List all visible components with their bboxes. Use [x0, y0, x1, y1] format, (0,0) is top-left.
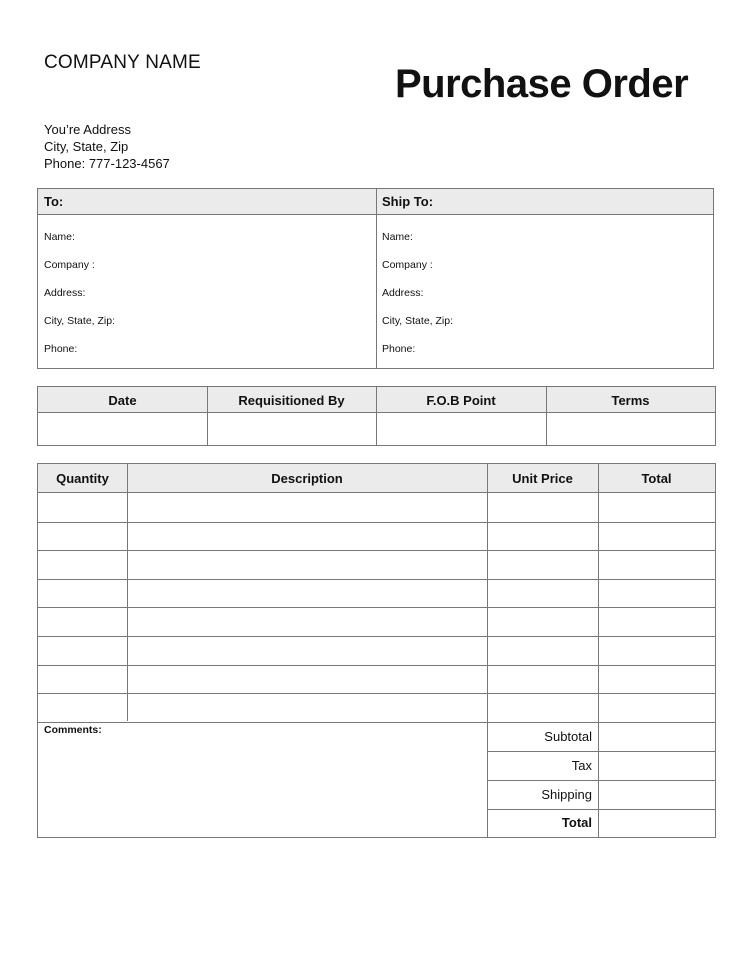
ship-city-state-zip-field[interactable]: City, State, Zip: — [382, 315, 453, 327]
table-cell[interactable] — [598, 636, 715, 665]
to-phone-field[interactable]: Phone: — [44, 343, 78, 355]
table-cell[interactable] — [127, 522, 487, 551]
table-cell[interactable] — [127, 579, 487, 608]
city-state-zip-line: City, State, Zip — [44, 139, 129, 154]
total-label-cell — [487, 809, 598, 837]
total-header: Total — [641, 471, 672, 486]
table-cell[interactable] — [598, 693, 715, 722]
table-cell[interactable] — [598, 493, 715, 522]
subtotal-label: Subtotal — [544, 729, 592, 744]
to-company-field[interactable]: Company : — [44, 259, 95, 271]
table-cell[interactable] — [487, 665, 598, 694]
ship-phone-field[interactable]: Phone: — [382, 343, 416, 355]
to-city-state-zip-field[interactable]: City, State, Zip: — [44, 315, 115, 327]
ship-name-field[interactable]: Name: — [382, 231, 413, 243]
ship-address-field[interactable]: Address: — [382, 287, 424, 299]
comments-label: Comments: — [44, 724, 102, 736]
grand-total-label: Total — [561, 815, 592, 830]
address-box — [37, 188, 714, 369]
description-header: Description — [271, 471, 343, 486]
date-header: Date — [108, 392, 137, 408]
tax-value[interactable] — [598, 751, 715, 780]
table-cell[interactable] — [487, 493, 598, 522]
table-cell[interactable] — [598, 522, 715, 551]
table-cell[interactable] — [598, 550, 715, 579]
requisitioned-by-cell[interactable] — [207, 414, 376, 445]
row-divider — [38, 722, 715, 723]
table-cell[interactable] — [127, 693, 487, 722]
table-cell[interactable] — [487, 607, 598, 636]
table-cell[interactable] — [487, 579, 598, 608]
unit-price-header: Unit Price — [512, 471, 573, 486]
grand-total-value[interactable] — [598, 809, 715, 837]
shipping-label: Shipping — [541, 787, 592, 802]
subtotal-label-cell — [487, 722, 598, 751]
ship-company-field[interactable]: Company : — [382, 259, 433, 271]
subtotal-value[interactable] — [598, 722, 715, 751]
company-name: COMPANY NAME — [44, 52, 201, 73]
order-info-table — [37, 386, 716, 446]
table-cell[interactable] — [127, 550, 487, 579]
table-cell[interactable] — [127, 493, 487, 522]
table-cell[interactable] — [598, 579, 715, 608]
table-cell[interactable] — [487, 693, 598, 722]
items-table — [37, 463, 716, 838]
table-cell[interactable] — [38, 493, 127, 522]
to-name-field[interactable]: Name: — [44, 231, 75, 243]
tax-label-cell — [487, 751, 598, 780]
requisitioned-by-header: Requisitioned By — [238, 392, 345, 408]
table-cell[interactable] — [598, 665, 715, 694]
tax-label: Tax — [571, 758, 592, 773]
to-address-field[interactable]: Address: — [44, 287, 86, 299]
table-cell[interactable] — [127, 607, 487, 636]
table-cell[interactable] — [38, 607, 127, 636]
document-title: Purchase Order — [395, 62, 689, 106]
table-cell[interactable] — [38, 693, 127, 722]
comments-area[interactable] — [38, 722, 487, 837]
ship-to-label: Ship To: — [382, 194, 434, 209]
address-line: You’re Address — [44, 122, 131, 137]
terms-header: Terms — [611, 392, 650, 408]
table-cell[interactable] — [127, 636, 487, 665]
table-cell[interactable] — [487, 636, 598, 665]
to-label: To: — [44, 194, 64, 209]
terms-cell[interactable] — [546, 414, 715, 445]
fob-point-header: F.O.B Point — [426, 392, 496, 408]
quantity-header: Quantity — [56, 471, 109, 486]
table-cell[interactable] — [38, 550, 127, 579]
shipping-label-cell — [487, 780, 598, 809]
date-cell[interactable] — [38, 414, 207, 445]
fob-point-cell[interactable] — [376, 414, 546, 445]
table-cell[interactable] — [38, 522, 127, 551]
shipping-value[interactable] — [598, 780, 715, 809]
table-cell[interactable] — [487, 550, 598, 579]
table-cell[interactable] — [38, 579, 127, 608]
table-cell[interactable] — [38, 636, 127, 665]
table-cell[interactable] — [38, 665, 127, 694]
phone-line: Phone: 777-123-4567 — [44, 156, 170, 171]
table-cell[interactable] — [127, 665, 487, 694]
table-cell[interactable] — [487, 522, 598, 551]
table-cell[interactable] — [598, 607, 715, 636]
